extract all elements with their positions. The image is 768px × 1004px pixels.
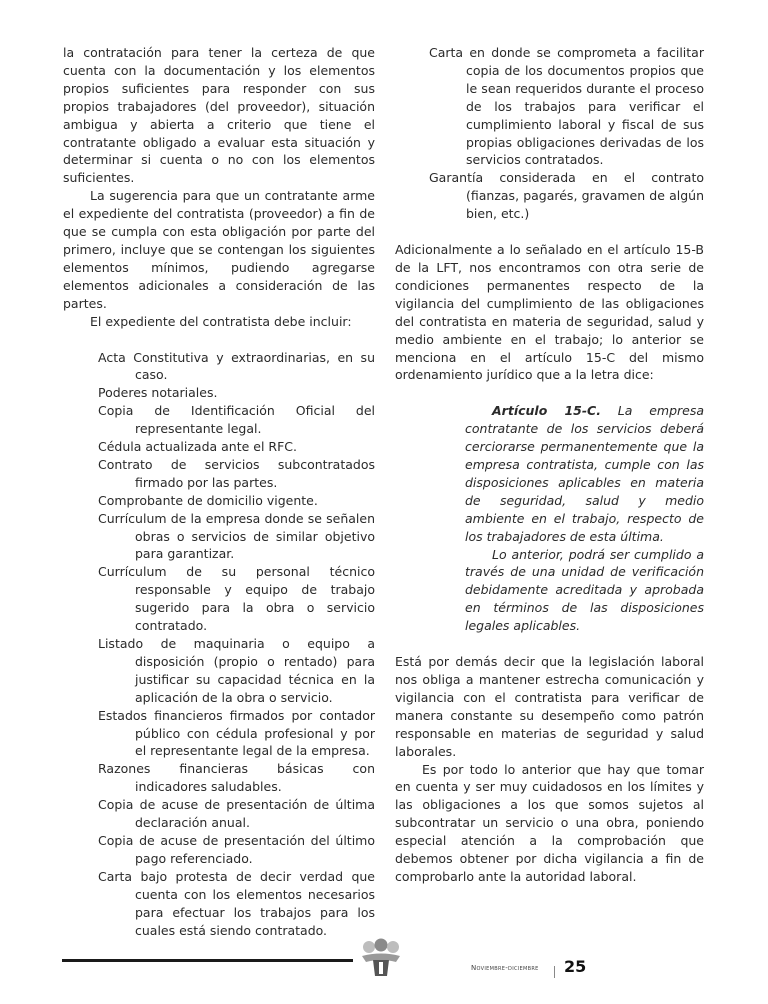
left-column (63, 44, 375, 939)
list-item: Copia de Identificación Oficial del representante legal. (98, 403, 375, 437)
list-item: Carta bajo protesta de decir verdad que cuenta con los elementos necesarios para efectuar los trabajos para los cuales está siendo contratado. (98, 868, 375, 938)
legal-quote (465, 402, 704, 635)
list-item: Copia de acuse de presentación de última declaración anual. (98, 797, 375, 831)
requirements-list (98, 349, 375, 940)
publisher-logo-icon (358, 938, 404, 978)
footer-rule (62, 959, 353, 962)
list-item: Listado de maquinaria o equipo a disposición (propio o rentado) para justificar su capacidad técnica en la aplicación de la obra o servicio. (98, 636, 375, 705)
list-item: Contrato de servicios subcontratados firmado por las partes. (98, 456, 375, 490)
list-item: Razones financieras básicas con indicadores saludables. (98, 761, 375, 795)
divider (554, 966, 555, 978)
paragraph: la contratación para tener la certeza de que cuenta con la documentación y los elementos propios suficientes para responder con sus propios trabajadores (del proveedor), situación ambigua y abierta a criterio que tiene el contratante obligado a evaluar esta situación y determinar si cuenta o no con los elementos suficientes. (63, 45, 375, 186)
paragraph: Adicionalmente a lo señalado en el artículo 15-B de la LFT, nos encontramos con otra serie de condiciones permanentes respecto de la vigilancia del cumplimiento de las obligaciones del contratista en materia de seguridad, salud y medio ambiente en el trabajo; lo anterior se menciona en el artículo 15-C del mismo ordenamiento jurídico que a la letra dice: (395, 242, 704, 383)
requirements-list-continued (429, 44, 704, 223)
list-item: Carta en donde se comprometa a facilitar copia de los documentos propios que le sean requeridos durante el proceso de los trabajos para verificar el cumplimiento laboral y fiscal de sus propias obligaciones derivadas de los servicios contratados. (429, 45, 704, 168)
list-item: Garantía considerada en el contrato (fianzas, pagarés, gravamen de algún bien, etc.) (429, 170, 704, 222)
list-item: Comprobante de domicilio vigente. (98, 492, 318, 508)
page-number: 25 (564, 957, 587, 976)
quote-text: La empresa contratante de los servicios deberá cerciorarse permanentemente que la empresa contratista, cumple con las disposiciones aplicables en materia de seguridad, salud y medio ambiente en el trabajo, respecto de los trabajadores de esta última. (465, 403, 704, 544)
list-item: Estados financieros firmados por contador público con cédula profesional y por el representante legal de la empresa. (98, 707, 375, 759)
quote-title: Artículo 15-C. (492, 403, 601, 419)
paragraph: Es por todo lo anterior que hay que tomar en cuenta y ser muy cuidadosos en los límites y las obligaciones a los que somos sujetos al subcontratar un servicio o una obra, poniendo especial atención a la comprobación que debemos obtener por dicha vigilancia a fin de comprobarlo ante la autoridad laboral. (395, 761, 704, 884)
quote-text: Lo anterior, podrá ser cumplido a través de una unidad de verificación debidamente acreditada y aprobada en términos de las disposiciones legales aplicables. (465, 546, 704, 634)
list-item: Copia de acuse de presentación del último pago referenciado. (98, 832, 375, 866)
list-item: Currículum de su personal técnico responsable y equipo de trabajo sugerido para la obra o servicio contratado. (98, 564, 375, 634)
paragraph: El expediente del contratista debe incluir: (90, 313, 352, 329)
list-item: Currículum de la empresa donde se señalen obras o servicios de similar objetivo para garantizar. (98, 510, 375, 562)
paragraph: La sugerencia para que un contratante arme el expediente del contratista (proveedor) a fin de que se cumpla con esta obligación por parte del primero, incluye que se contengan los siguientes elementos mínimos, pudiendo agregarse elementos adicionales a consideración de las partes. (63, 188, 375, 311)
list-item: Poderes notariales. (98, 385, 218, 401)
list-item: Acta Constitutiva y extraordinarias, en su caso. (98, 349, 375, 383)
list-item: Cédula actualizada ante el RFC. (98, 439, 297, 455)
issue-date: Noviembre-diciembre (471, 964, 539, 972)
right-column (395, 44, 704, 886)
paragraph: Está por demás decir que la legislación laboral nos obliga a mantener estrecha comunicación y vigilancia con el contratista para verificar de manera constante su desempeño como patrón responsable en materias de seguridad y salud laborales. (395, 654, 704, 759)
